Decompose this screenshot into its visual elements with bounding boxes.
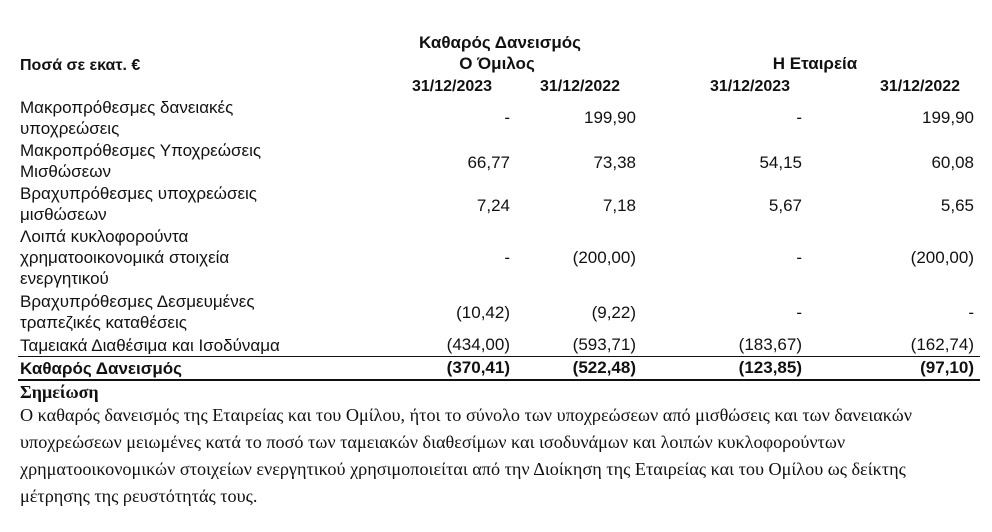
cell-value: (593,71) <box>572 335 636 354</box>
total-label: Καθαρός Δανεισμός <box>20 359 182 378</box>
total-value: (370,41) <box>446 358 510 377</box>
cell-value: 5,65 <box>940 196 974 215</box>
cell-value: 199,90 <box>584 108 636 127</box>
cell-value: (10,42) <box>456 303 510 322</box>
date-header-etaireia-2022: 31/12/2022 <box>880 78 961 95</box>
table-row <box>18 140 976 182</box>
table-row <box>18 97 976 139</box>
date-header-omilos-2022: 31/12/2022 <box>540 78 621 95</box>
cell-value: 60,08 <box>931 153 974 172</box>
cell-value: 7,18 <box>602 196 636 215</box>
total-value: (97,10) <box>920 358 974 377</box>
cell-value: 5,67 <box>768 196 802 215</box>
table-row <box>18 291 976 333</box>
table-rule <box>18 356 980 357</box>
cell-value: (200,00) <box>572 248 636 267</box>
table-row <box>18 335 976 356</box>
row-label: Μακροπρόθεσμες δανειακές υποχρεώσεις <box>20 98 234 138</box>
cell-value: - <box>504 108 510 127</box>
units-label: Ποσά σε εκατ. € <box>20 57 141 74</box>
cell-value: - <box>796 303 802 322</box>
row-label: Ταμειακά Διαθέσιμα και Ισοδύναμα <box>20 336 280 355</box>
total-value: (123,85) <box>738 358 802 377</box>
cell-value: - <box>796 108 802 127</box>
cell-value: (9,22) <box>591 303 636 322</box>
table-row <box>18 226 976 290</box>
group-header-etaireia: Η Εταιρεία <box>772 54 858 73</box>
row-label: Βραχυπρόθεσμες Δεσμευμένες τραπεζικές καταθέσεις <box>20 292 255 332</box>
cell-value: (183,67) <box>738 335 802 354</box>
row-label: Λοιπά κυκλοφορούντα χρηματοοικονομικά στοιχεία ενεργητικού <box>20 227 230 288</box>
cell-value: (200,00) <box>910 248 974 267</box>
row-label: Βραχυπρόθεσμες υποχρεώσεις μισθώσεων <box>20 184 257 224</box>
note-text: Ο καθαρός δανεισμός της Εταιρείας και του Ομίλου, ήτοι το σύνολο των υποχρεώσεων από μισθώσεις και των δανειακών υποχρεώσεων μειωμένες κατά το ποσό των ταμειακών διαθεσίμων και ισοδυνάμων και λοιπών κυκλοφορούντων χρηματοοικονομικών στοιχείων ενεργητικού χρησιμοποιείται από την Διοίκηση της Εταιρείας και του Ομίλου ως δείκτης μέτρησης της ρευστότητάς τους. <box>20 405 912 506</box>
table-row <box>18 183 976 225</box>
table-bottom-rule <box>18 379 980 381</box>
cell-value: 54,15 <box>759 153 802 172</box>
cell-value: 199,90 <box>922 108 974 127</box>
note-title: Σημείωση <box>20 382 99 402</box>
cell-value: 66,77 <box>467 153 510 172</box>
group-header-omilos: Ο Όμιλος <box>459 54 535 73</box>
date-header-etaireia-2023: 31/12/2023 <box>710 78 791 95</box>
cell-value: - <box>504 248 510 267</box>
cell-value: (434,00) <box>446 335 510 354</box>
cell-value: (162,74) <box>910 335 974 354</box>
cell-value: - <box>968 303 974 322</box>
table-title: Καθαρός Δανεισμός <box>419 33 581 52</box>
table-total-row <box>18 358 976 379</box>
cell-value: 7,24 <box>476 196 510 215</box>
total-value: (522,48) <box>572 358 636 377</box>
row-label: Μακροπρόθεσμες Υποχρεώσεις Μισθώσεων <box>20 141 262 181</box>
date-header-omilos-2023: 31/12/2023 <box>412 78 493 95</box>
cell-value: 73,38 <box>593 153 636 172</box>
cell-value: - <box>796 248 802 267</box>
